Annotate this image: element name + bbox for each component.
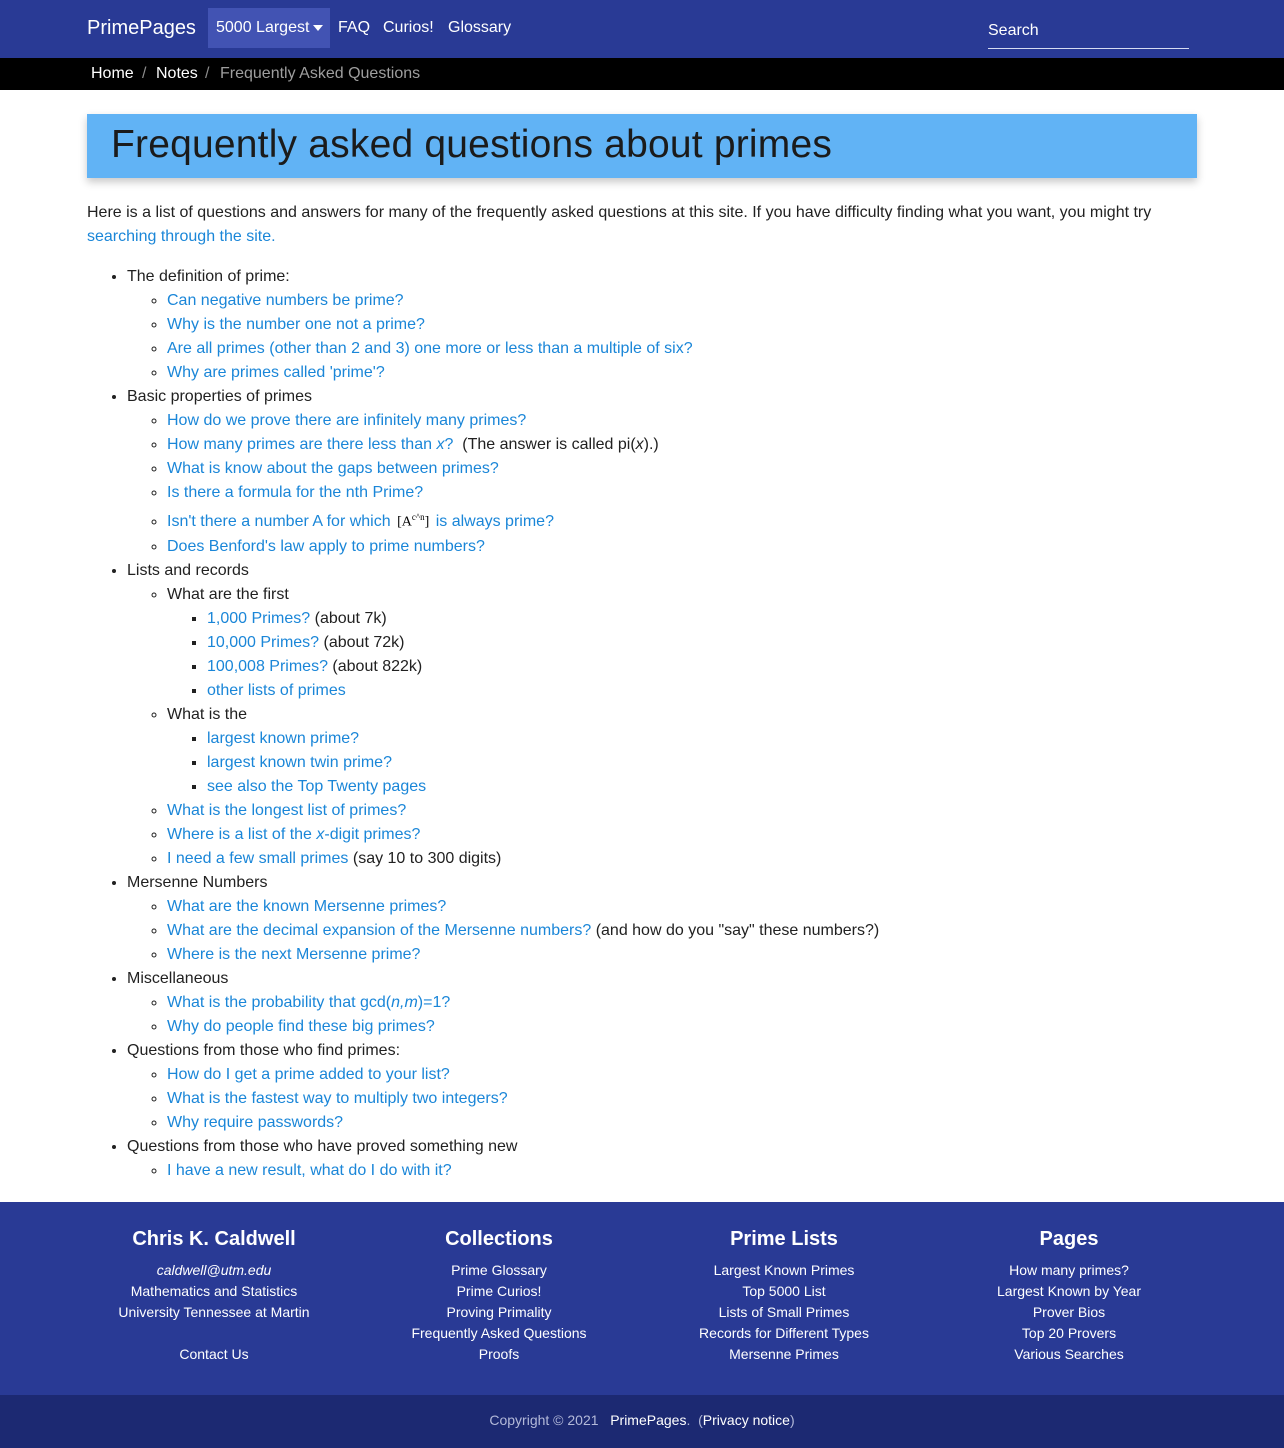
link-text: What is the probability that gcd( [167,993,392,1011]
largest-dropdown-label: 5000 Largest [216,19,310,36]
faq-link-mills[interactable] [167,513,554,530]
section-misc [127,967,1197,1039]
primepages-link[interactable]: PrimePages [610,1412,687,1428]
faq-link[interactable]: I have a new result, what do I do with it? [167,1161,452,1179]
footer-link[interactable]: Largest Known by Year [997,1283,1141,1299]
faq-link[interactable]: What is the longest list of primes? [167,801,407,819]
faq-link[interactable]: Why are primes called 'prime'? [167,364,385,381]
footer-link[interactable]: Prime Glossary [451,1262,547,1278]
note-text: (and how do you "say" these numbers?) [595,921,880,939]
faq-link-how-many[interactable] [167,436,453,453]
intro-paragraph [87,201,1197,249]
search-site-link[interactable]: searching through the site. [87,228,276,245]
copyright-period: . [686,1412,691,1428]
footer-prime-lists-column [634,1226,934,1365]
intro-text: Here is a list of questions and answers for many of the frequently asked questions at this site. If you have difficulty finding what you want, you might try [87,204,1152,221]
footer-link[interactable]: Prime Curios! [456,1283,542,1299]
author-univ: University Tennessee at Martin [118,1304,310,1320]
variable: x [635,436,644,453]
faq-link[interactable]: What are the decimal expansion of the Mersenne numbers? [167,921,592,939]
footer-heading: Collections [445,1228,553,1250]
nav-curios[interactable]: Curios! [383,19,434,36]
breadcrumb [0,58,1284,90]
footer-collections-column [349,1226,649,1365]
faq-link[interactable]: Where is the next Mersenne prime? [167,945,421,963]
link-text: )=1? [417,993,451,1011]
section-label: The definition of prime: [127,268,290,285]
note-text: (The answer is called pi( [462,436,636,453]
size-note: (about 7k) [314,609,387,627]
faq-link[interactable]: Does Benford's law apply to prime numbers? [167,537,485,555]
section-definition [127,265,1197,385]
section-provers [127,1135,1197,1183]
author-dept: Mathematics and Statistics [130,1283,298,1299]
caret-down-icon [313,25,323,31]
link-text: is always prime? [435,512,554,530]
faq-link-xdigit[interactable] [167,826,420,843]
footer-link[interactable]: Proofs [478,1346,520,1362]
size-note: (say 10 to 300 digits) [352,849,502,867]
section-label: Basic properties of primes [127,388,312,405]
copyright-bar [0,1395,1284,1448]
formula-exponent: c^n [411,512,425,522]
faq-link[interactable]: Are all primes (other than 2 and 3) one more or less than a multiple of six? [167,340,693,357]
faq-link[interactable]: largest known prime? [207,729,360,747]
section-label: Miscellaneous [127,969,229,987]
breadcrumb-home[interactable]: Home [91,65,134,82]
footer-link[interactable]: Prover Bios [1032,1304,1106,1320]
faq-link[interactable]: What is know about the gaps between primes? [167,460,499,477]
faq-link[interactable]: How do I get a prime added to your list? [167,1065,450,1083]
subsection-label: What is the [167,705,248,723]
copyright-text: Copyright © 2021 [489,1412,599,1428]
section-mersenne [127,871,1197,967]
variable: n,m [391,993,418,1011]
faq-link[interactable]: What are the known Mersenne primes? [167,897,447,915]
faq-link[interactable]: largest known twin prime? [207,753,392,771]
footer-link[interactable]: Mersenne Primes [729,1346,839,1362]
faq-link[interactable]: 100,008 Primes? [207,657,328,675]
link-text: Isn't there a number A for which [167,512,391,530]
faq-link[interactable]: I need a few small primes [167,849,349,867]
footer-heading: Prime Lists [730,1228,838,1250]
section-label: Questions from those who find primes: [127,1041,401,1059]
largest-dropdown[interactable] [208,8,330,48]
faq-list [87,265,1197,1183]
footer-link[interactable]: Top 20 Provers [1021,1325,1117,1341]
title-banner [87,114,1197,178]
formula-base: [A [397,514,412,530]
link-text: Where is a list of the [167,825,317,843]
faq-link[interactable]: 10,000 Primes? [207,633,320,651]
author-email-link[interactable]: caldwell@utm.edu [156,1262,272,1278]
formula-close: ] [424,514,430,530]
subsection-label: What are the first [167,585,289,603]
page-title: Frequently asked questions about primes [111,123,833,166]
footer-author-column [64,1226,364,1365]
faq-link[interactable]: Why do people find these big primes? [167,1017,435,1035]
size-note: (about 72k) [323,633,405,651]
variable: x [436,436,445,453]
breadcrumb-notes[interactable]: Notes [156,65,198,82]
size-note: (about 822k) [332,657,423,675]
mills-formula-image [395,505,431,535]
link-text: -digit primes? [324,825,421,843]
faq-link-gcd[interactable] [167,994,450,1011]
footer-heading: Chris K. Caldwell [132,1228,296,1250]
footer-link[interactable]: Records for Different Types [699,1325,869,1341]
section-basic [127,385,1197,559]
footer-link[interactable]: Lists of Small Primes [718,1304,850,1320]
paren-open: ( [698,1412,703,1428]
footer-heading: Pages [1039,1228,1099,1250]
section-label: Questions from those who have proved something new [127,1137,518,1155]
faq-link[interactable]: Why require passwords? [167,1113,344,1131]
nav-faq[interactable]: FAQ [338,19,371,36]
footer-pages-column [919,1226,1219,1365]
footer-link[interactable]: Proving Primality [446,1304,552,1320]
faq-link[interactable]: Is there a formula for the nth Prime? [167,484,424,501]
contact-us-link[interactable]: Contact Us [179,1346,249,1362]
breadcrumb-separator: / [205,65,210,82]
privacy-notice-link[interactable]: Privacy notice [702,1412,790,1428]
section-label: Lists and records [127,561,249,579]
faq-link[interactable]: see also the Top Twenty pages [207,777,427,795]
faq-link[interactable]: other lists of primes [207,681,346,699]
footer-link[interactable]: Largest Known Primes [713,1262,855,1278]
footer-link[interactable]: Top 5000 List [742,1283,826,1299]
faq-link[interactable]: What is the fastest way to multiply two integers? [167,1089,508,1107]
nav-glossary[interactable]: Glossary [448,19,512,36]
breadcrumb-current: Frequently Asked Questions [220,65,421,82]
faq-link[interactable]: Can negative numbers be prime? [167,292,404,309]
footer-link[interactable]: How many primes? [1009,1262,1129,1278]
faq-link[interactable]: Why is the number one not a prime? [167,316,425,333]
section-lists [127,559,1197,871]
breadcrumb-separator: / [142,65,147,82]
footer-link[interactable]: Frequently Asked Questions [411,1325,587,1341]
footer [0,1202,1284,1395]
footer-link[interactable]: Various Searches [1014,1346,1124,1362]
link-text: How many primes are there less than [167,436,437,453]
section-finders [127,1039,1197,1135]
brand-link[interactable]: PrimePages [87,17,196,39]
paren-close: ) [789,1412,795,1428]
faq-link[interactable]: How do we prove there are infinitely many primes? [167,412,527,429]
note-text: ).) [643,436,659,453]
link-text: ? [444,436,454,453]
search-input[interactable] [988,18,1189,49]
faq-link[interactable]: 1,000 Primes? [207,609,311,627]
top-navbar [0,0,1284,58]
variable: x [316,825,325,843]
section-label: Mersenne Numbers [127,873,268,891]
